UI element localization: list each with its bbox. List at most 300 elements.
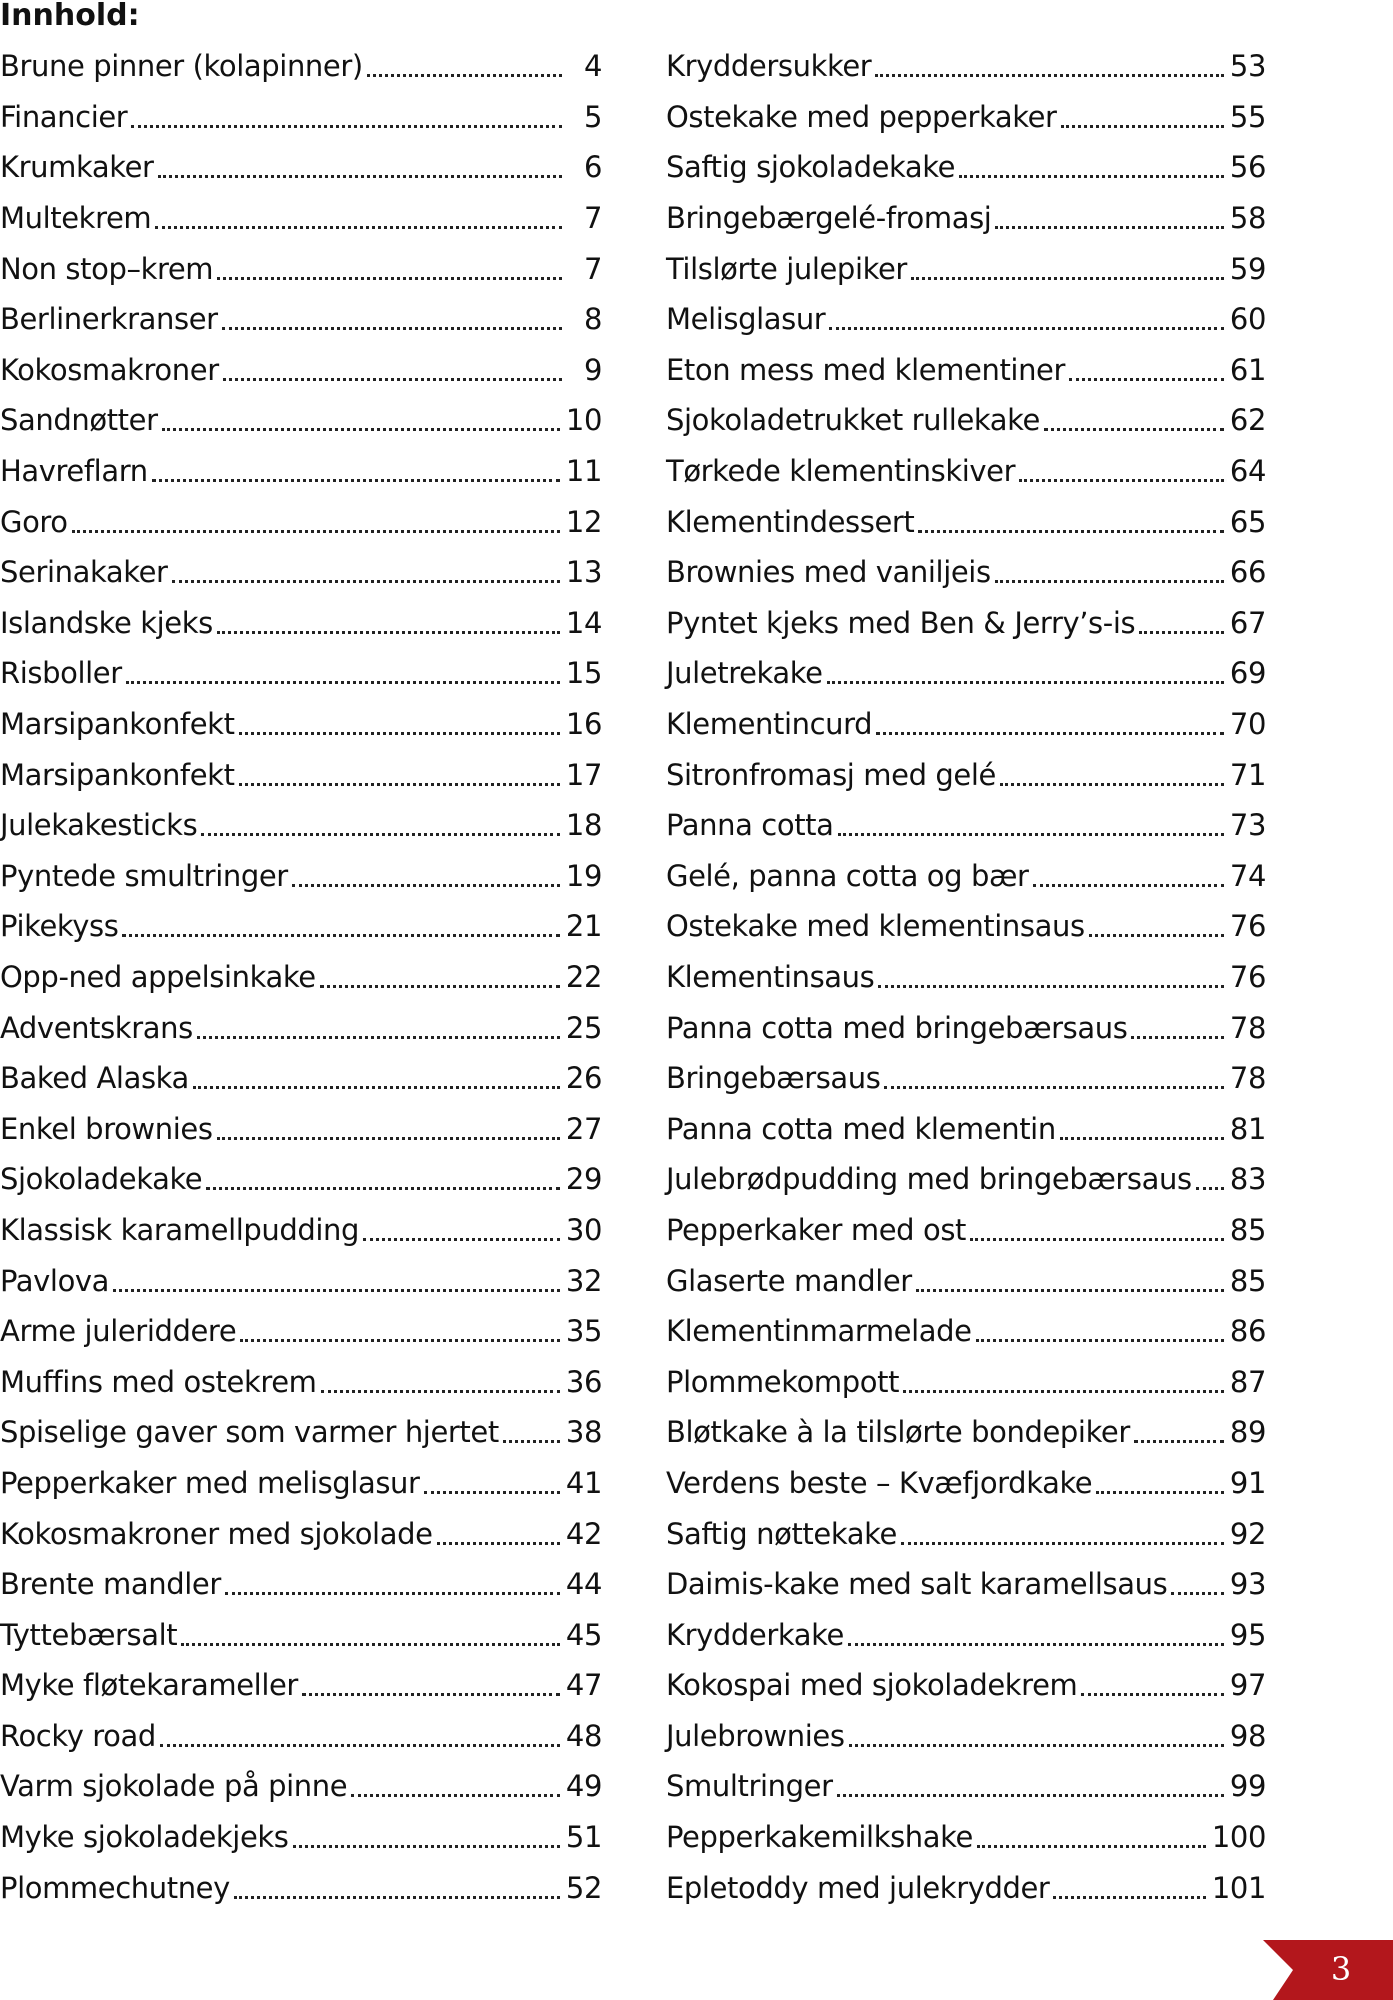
- toc-entry-page: 30: [565, 1212, 602, 1247]
- toc-entry-page: 22: [565, 959, 602, 994]
- toc-entry-page: 6: [583, 150, 602, 185]
- toc-entry-page: 4: [583, 49, 602, 84]
- toc-entry: [666, 648, 1266, 699]
- toc-entry: [666, 901, 1266, 952]
- dot-leader: [1134, 1414, 1224, 1450]
- toc-entry-page: 78: [1229, 1010, 1266, 1045]
- dot-leader: [903, 1364, 1224, 1400]
- toc-entry-page: 101: [1211, 1870, 1266, 1905]
- toc-entry: [666, 1255, 1266, 1306]
- toc-entry-page: 8: [583, 302, 602, 337]
- dot-leader: [193, 1060, 560, 1096]
- toc-entry-title: Varm sjokolade på pinne: [0, 1769, 348, 1804]
- dot-leader: [437, 1516, 560, 1552]
- dot-leader: [837, 1768, 1224, 1804]
- toc-entry: [666, 1356, 1266, 1407]
- toc-entry-page: 87: [1229, 1364, 1266, 1399]
- toc-entry-page: 27: [565, 1111, 602, 1146]
- toc-entry-page: 70: [1229, 707, 1266, 742]
- toc-entry-title: Panna cotta med bringebærsaus: [666, 1010, 1128, 1045]
- toc-entry-title: Sjokoladetrukket rullekake: [666, 403, 1040, 438]
- toc-entry-page: 10: [565, 403, 602, 438]
- dot-leader: [1139, 605, 1224, 641]
- toc-entry-title: Pepperkakemilkshake: [666, 1820, 973, 1855]
- dot-leader: [239, 706, 560, 742]
- toc-entry: [0, 395, 602, 446]
- toc-entry-title: Melisglasur: [666, 302, 826, 337]
- dot-leader: [1131, 1010, 1223, 1046]
- dot-leader: [131, 99, 562, 135]
- toc-entry-page: 49: [565, 1769, 602, 1804]
- toc-entry-page: 92: [1229, 1516, 1266, 1551]
- dot-leader: [827, 655, 1224, 691]
- dot-leader: [217, 251, 562, 287]
- dot-leader: [217, 1111, 560, 1147]
- toc-entry: [666, 193, 1266, 244]
- dot-leader: [234, 1870, 560, 1906]
- toc-entry: [0, 193, 602, 244]
- toc-entry-title: Kokospai med sjokoladekrem: [666, 1668, 1078, 1703]
- toc-entry: [0, 1862, 602, 1913]
- toc-entry: [0, 496, 602, 547]
- toc-entry: [0, 1508, 602, 1559]
- toc-entry-title: Julebrødpudding med bringebærsaus: [666, 1162, 1192, 1197]
- toc-entry: [0, 1306, 602, 1357]
- dot-leader: [1081, 1667, 1224, 1703]
- toc-entry-page: 74: [1229, 858, 1266, 893]
- dot-leader: [201, 807, 560, 843]
- toc-entry-page: 11: [565, 454, 602, 489]
- toc-entry-title: Islandske kjeks: [0, 605, 213, 640]
- toc-entry: [666, 851, 1266, 902]
- toc-entry-page: 19: [565, 858, 602, 893]
- toc-entry-page: 56: [1229, 150, 1266, 185]
- toc-entry-page: 95: [1229, 1617, 1266, 1652]
- dot-leader: [363, 1212, 560, 1248]
- toc-entry-title: Brune pinner (kolapinner): [0, 49, 363, 84]
- toc-entry-page: 42: [565, 1516, 602, 1551]
- toc-entry-title: Berlinerkranser: [0, 302, 218, 337]
- toc-entry: [0, 1812, 602, 1863]
- toc-entry-title: Krumkaker: [0, 150, 154, 185]
- toc-entry: [666, 1205, 1266, 1256]
- toc-entry-page: 41: [565, 1465, 602, 1500]
- toc-entry: [666, 1609, 1266, 1660]
- dot-leader: [1033, 858, 1224, 894]
- dot-leader: [126, 655, 560, 691]
- toc-entry: [666, 1862, 1266, 1913]
- toc-entry-title: Julebrownies: [666, 1718, 845, 1753]
- dot-leader: [829, 301, 1224, 337]
- toc-entry-title: Klementinmarmelade: [666, 1314, 972, 1349]
- dot-leader: [848, 1617, 1224, 1653]
- toc-entry-title: Juletrekake: [666, 656, 823, 691]
- dot-leader: [1171, 1566, 1224, 1602]
- toc-entry: [0, 952, 602, 1003]
- dot-leader: [838, 807, 1224, 843]
- dot-leader: [977, 1819, 1206, 1855]
- toc-entry-title: Pikekyss: [0, 909, 119, 944]
- toc-entry: [666, 243, 1266, 294]
- toc-entry-title: Tørkede klementinskiver: [666, 454, 1016, 489]
- toc-entry-title: Myke sjokoladekjeks: [0, 1820, 289, 1855]
- toc-entry-page: 18: [565, 808, 602, 843]
- toc-entry-title: Arme juleriddere: [0, 1314, 237, 1349]
- dot-leader: [162, 402, 560, 438]
- toc-entry: [666, 1761, 1266, 1812]
- dot-leader: [292, 858, 560, 894]
- toc-entry-title: Plommechutney: [0, 1870, 230, 1905]
- toc-entry-page: 83: [1229, 1162, 1266, 1197]
- toc-entry: [666, 446, 1266, 497]
- toc-entry-page: 85: [1229, 1212, 1266, 1247]
- toc-entry-title: Brente mandler: [0, 1567, 221, 1602]
- toc-entry-page: 93: [1229, 1567, 1266, 1602]
- toc-entry-title: Pepperkaker med melisglasur: [0, 1465, 420, 1500]
- toc-entry: [666, 1407, 1266, 1458]
- dot-leader: [916, 1263, 1224, 1299]
- dot-leader: [293, 1819, 560, 1855]
- toc-entry-page: 13: [565, 555, 602, 590]
- toc-entry: [666, 1711, 1266, 1762]
- toc-entry-page: 64: [1229, 454, 1266, 489]
- toc-entry-page: 98: [1229, 1718, 1266, 1753]
- toc-entry: [666, 92, 1266, 143]
- toc-entry-page: 48: [565, 1718, 602, 1753]
- toc-entry-title: Eton mess med klementiner: [666, 352, 1066, 387]
- toc-entry: [0, 1154, 602, 1205]
- toc-entry-title: Saftig nøttekake: [666, 1516, 897, 1551]
- toc-entry-page: 71: [1229, 757, 1266, 792]
- toc-entry-page: 15: [565, 656, 602, 691]
- dot-leader: [172, 554, 560, 590]
- toc-entry: [666, 699, 1266, 750]
- toc-entry: [666, 1559, 1266, 1610]
- toc-entry: [0, 1609, 602, 1660]
- toc-entry: [666, 598, 1266, 649]
- toc-entry-title: Sandnøtter: [0, 403, 158, 438]
- dot-leader: [976, 1313, 1224, 1349]
- toc-entry-title: Ostekake med pepperkaker: [666, 99, 1057, 134]
- toc-entry-page: 35: [565, 1314, 602, 1349]
- toc-entry-title: Pavlova: [0, 1263, 110, 1298]
- dot-leader: [995, 554, 1224, 590]
- toc-entry: [666, 1458, 1266, 1509]
- dot-leader: [918, 504, 1223, 540]
- toc-entry-title: Bløtkake à la tilslørte bondepiker: [666, 1415, 1130, 1450]
- dot-leader: [320, 959, 560, 995]
- toc-entry-title: Glaserte mandler: [666, 1263, 912, 1298]
- toc-entry: [666, 41, 1266, 92]
- toc-entry-title: Financier: [0, 99, 128, 134]
- dot-leader: [155, 200, 562, 236]
- toc-entry-page: 9: [583, 352, 602, 387]
- toc-entry-title: Myke fløtekarameller: [0, 1668, 298, 1703]
- toc-entry-title: Pyntet kjeks med Ben & Jerry’s-is: [666, 605, 1136, 640]
- toc-entry-title: Saftig sjokoladekake: [666, 150, 956, 185]
- toc-entry-title: Sitronfromasj med gelé: [666, 757, 996, 792]
- dot-leader: [302, 1667, 560, 1703]
- toc-entry-title: Sjokoladekake: [0, 1162, 203, 1197]
- toc-entry-title: Pyntede smultringer: [0, 858, 288, 893]
- toc-entry-title: Panna cotta: [666, 808, 834, 843]
- toc-entry: [0, 1205, 602, 1256]
- toc-entry: [666, 952, 1266, 1003]
- toc-entry-title: Epletoddy med julekrydder: [666, 1870, 1050, 1905]
- dot-leader: [849, 1718, 1224, 1754]
- toc-entry: [0, 1053, 602, 1104]
- toc-entry-page: 78: [1229, 1061, 1266, 1096]
- toc-entry-title: Julekakesticks: [0, 808, 198, 843]
- dot-leader: [884, 1060, 1223, 1096]
- toc-entry-title: Bringebærgelé-fromasj: [666, 201, 992, 236]
- toc-entry-page: 81: [1229, 1111, 1266, 1146]
- toc-right-column: [666, 41, 1266, 1913]
- toc-entry: [666, 547, 1266, 598]
- toc-entry: [666, 1306, 1266, 1357]
- toc-entry: [0, 1559, 602, 1610]
- toc-entry-title: Smultringer: [666, 1769, 833, 1804]
- toc-entry: [666, 496, 1266, 547]
- page-heading: Innhold:: [0, 0, 140, 33]
- toc-entry: [0, 1255, 602, 1306]
- toc-entry-page: 45: [565, 1617, 602, 1652]
- toc-entry-page: 61: [1229, 352, 1266, 387]
- toc-entry: [0, 851, 602, 902]
- dot-leader: [1000, 757, 1224, 793]
- toc-entry: [0, 345, 602, 396]
- toc-entry-page: 29: [565, 1162, 602, 1197]
- toc-entry: [666, 1053, 1266, 1104]
- toc-entry-title: Brownies med vaniljeis: [666, 555, 991, 590]
- dot-leader: [1053, 1870, 1205, 1906]
- toc-entry-page: 44: [565, 1567, 602, 1602]
- toc-entry: [0, 901, 602, 952]
- toc-left-column: [0, 41, 602, 1913]
- dot-leader: [197, 1010, 560, 1046]
- dot-leader: [122, 908, 559, 944]
- toc-entry-page: 36: [565, 1364, 602, 1399]
- toc-entry: [0, 1711, 602, 1762]
- dot-leader: [158, 149, 562, 185]
- dot-leader: [1096, 1465, 1224, 1501]
- toc-entry-title: Opp-ned appelsinkake: [0, 959, 316, 994]
- toc-entry-page: 85: [1229, 1263, 1266, 1298]
- toc-entry: [0, 1660, 602, 1711]
- toc-entry-title: Muffins med ostekrem: [0, 1364, 317, 1399]
- toc-entry: [0, 294, 602, 345]
- toc-entry: [666, 142, 1266, 193]
- toc-entry: [666, 800, 1266, 851]
- toc-entry: [666, 1812, 1266, 1863]
- dot-leader: [160, 1718, 560, 1754]
- toc-entry-page: 7: [583, 201, 602, 236]
- dot-leader: [222, 301, 562, 337]
- toc-entry-page: 21: [565, 909, 602, 944]
- toc-entry-page: 97: [1229, 1668, 1266, 1703]
- toc-entry-page: 86: [1229, 1314, 1266, 1349]
- dot-leader: [995, 200, 1223, 236]
- toc-entry-page: 14: [565, 605, 602, 640]
- page-number-tab: [1263, 1938, 1393, 2000]
- dot-leader: [1019, 453, 1224, 489]
- toc-entry: [0, 142, 602, 193]
- toc-entry: [0, 243, 602, 294]
- toc-entry-page: 100: [1211, 1820, 1266, 1855]
- toc-entry: [666, 749, 1266, 800]
- toc-entry: [0, 1103, 602, 1154]
- toc-entry-title: Baked Alaska: [0, 1061, 189, 1096]
- toc-entry-title: Multekrem: [0, 201, 152, 236]
- dot-leader: [911, 251, 1224, 287]
- toc-entry: [666, 294, 1266, 345]
- toc-entry-title: Klementindessert: [666, 504, 915, 539]
- dot-leader: [1044, 402, 1224, 438]
- toc-entry-title: Pepperkaker med ost: [666, 1212, 967, 1247]
- toc-entry-title: Klementinsaus: [666, 959, 875, 994]
- toc-entry-page: 12: [565, 504, 602, 539]
- toc-entry-page: 17: [565, 757, 602, 792]
- toc-entry-title: Serinakaker: [0, 555, 168, 590]
- toc-entry: [0, 598, 602, 649]
- dot-leader: [424, 1465, 560, 1501]
- toc-entry-page: 55: [1229, 99, 1266, 134]
- toc-entry: [0, 749, 602, 800]
- page-number: 3: [1330, 1950, 1352, 1988]
- toc-entry-title: Klementincurd: [666, 707, 873, 742]
- toc-entry-title: Tilslørte julepiker: [666, 251, 907, 286]
- dot-leader: [206, 1161, 560, 1197]
- toc-entry-title: Bringebærsaus: [666, 1061, 881, 1096]
- toc-entry: [666, 1154, 1266, 1205]
- toc-entry-page: 69: [1229, 656, 1266, 691]
- toc-entry-page: 7: [583, 251, 602, 286]
- toc-entry-page: 62: [1229, 403, 1266, 438]
- dot-leader: [959, 149, 1224, 185]
- toc-entry-title: Tyttebærsalt: [0, 1617, 178, 1652]
- dot-leader: [152, 453, 560, 489]
- toc-entry-page: 73: [1229, 808, 1266, 843]
- toc-entry-page: 16: [565, 707, 602, 742]
- toc-entry-page: 25: [565, 1010, 602, 1045]
- toc-entry-page: 59: [1229, 251, 1266, 286]
- dot-leader: [72, 504, 560, 540]
- dot-leader: [503, 1414, 560, 1450]
- toc-entry-title: Klassisk karamellpudding: [0, 1212, 360, 1247]
- dot-leader: [321, 1364, 560, 1400]
- toc-entry-title: Rocky road: [0, 1718, 156, 1753]
- dot-leader: [181, 1617, 560, 1653]
- toc-entry: [666, 1103, 1266, 1154]
- dot-leader: [1196, 1161, 1224, 1197]
- toc-entry: [666, 345, 1266, 396]
- toc-entry-title: Krydderkake: [666, 1617, 844, 1652]
- toc-entry-title: Kokosmakroner med sjokolade: [0, 1516, 433, 1551]
- dot-leader: [970, 1212, 1224, 1248]
- toc-entry-title: Non stop–krem: [0, 251, 214, 286]
- dot-leader: [240, 1313, 560, 1349]
- toc-entry-page: 58: [1229, 201, 1266, 236]
- dot-leader: [217, 605, 560, 641]
- toc-entry: [666, 1660, 1266, 1711]
- toc-entry: [666, 395, 1266, 446]
- dot-leader: [351, 1768, 560, 1804]
- toc-entry-title: Risboller: [0, 656, 122, 691]
- toc-entry: [0, 92, 602, 143]
- dot-leader: [876, 706, 1224, 742]
- toc-entry-page: 91: [1229, 1465, 1266, 1500]
- toc-entry: [0, 1002, 602, 1053]
- dot-leader: [875, 48, 1224, 84]
- toc-entry: [666, 1508, 1266, 1559]
- dot-leader: [113, 1263, 560, 1299]
- toc-entry-page: 5: [583, 99, 602, 134]
- toc-entry-page: 89: [1229, 1415, 1266, 1450]
- dot-leader: [1060, 1111, 1224, 1147]
- toc-entry-title: Ostekake med klementinsaus: [666, 909, 1085, 944]
- toc-entry: [0, 547, 602, 598]
- toc-entry-title: Daimis-kake med salt karamellsaus: [666, 1567, 1168, 1602]
- toc-entry-title: Marsipankonfekt: [0, 757, 235, 792]
- toc-entry-title: Verdens beste – Kvæfjordkake: [666, 1465, 1093, 1500]
- toc-entry-page: 47: [565, 1668, 602, 1703]
- dot-leader: [1089, 908, 1224, 944]
- toc-entry: [0, 800, 602, 851]
- toc-entry-title: Gelé, panna cotta og bær: [666, 858, 1029, 893]
- toc-entry-page: 66: [1229, 555, 1266, 590]
- dot-leader: [367, 48, 562, 84]
- toc-entry-title: Panna cotta med klementin: [666, 1111, 1056, 1146]
- toc-entry-page: 38: [565, 1415, 602, 1450]
- toc-entry: [0, 1458, 602, 1509]
- toc-entry-page: 52: [565, 1870, 602, 1905]
- dot-leader: [901, 1516, 1224, 1552]
- toc-entry-page: 67: [1229, 605, 1266, 640]
- toc-entry: [0, 1761, 602, 1812]
- toc-entry-title: Enkel brownies: [0, 1111, 213, 1146]
- dot-leader: [878, 959, 1224, 995]
- toc-entry: [0, 446, 602, 497]
- dot-leader: [1069, 352, 1224, 388]
- toc-entry-page: 76: [1229, 959, 1266, 994]
- toc-entry-page: 65: [1229, 504, 1266, 539]
- toc-entry: [0, 41, 602, 92]
- dot-leader: [239, 757, 560, 793]
- toc-entry: [0, 699, 602, 750]
- toc-entry-title: Goro: [0, 504, 68, 539]
- dot-leader: [1061, 99, 1224, 135]
- toc-entry-title: Plommekompott: [666, 1364, 900, 1399]
- toc-entry-page: 26: [565, 1061, 602, 1096]
- toc-entry-page: 60: [1229, 302, 1266, 337]
- toc-entry-title: Marsipankonfekt: [0, 707, 235, 742]
- toc-entry-page: 99: [1229, 1769, 1266, 1804]
- toc-entry: [0, 1356, 602, 1407]
- toc-entry: [666, 1002, 1266, 1053]
- toc-entry-title: Kokosmakroner: [0, 352, 219, 387]
- toc-entry-page: 53: [1229, 49, 1266, 84]
- toc-entry-title: Spiselige gaver som varmer hjertet: [0, 1415, 499, 1450]
- toc-entry-page: 32: [565, 1263, 602, 1298]
- toc-entry-page: 51: [565, 1820, 602, 1855]
- toc-entry-title: Havreflarn: [0, 454, 148, 489]
- dot-leader: [223, 352, 562, 388]
- dot-leader: [225, 1566, 560, 1602]
- toc-entry-page: 76: [1229, 909, 1266, 944]
- toc-entry-title: Kryddersukker: [666, 49, 872, 84]
- toc-entry: [0, 1407, 602, 1458]
- toc-entry-title: Adventskrans: [0, 1010, 193, 1045]
